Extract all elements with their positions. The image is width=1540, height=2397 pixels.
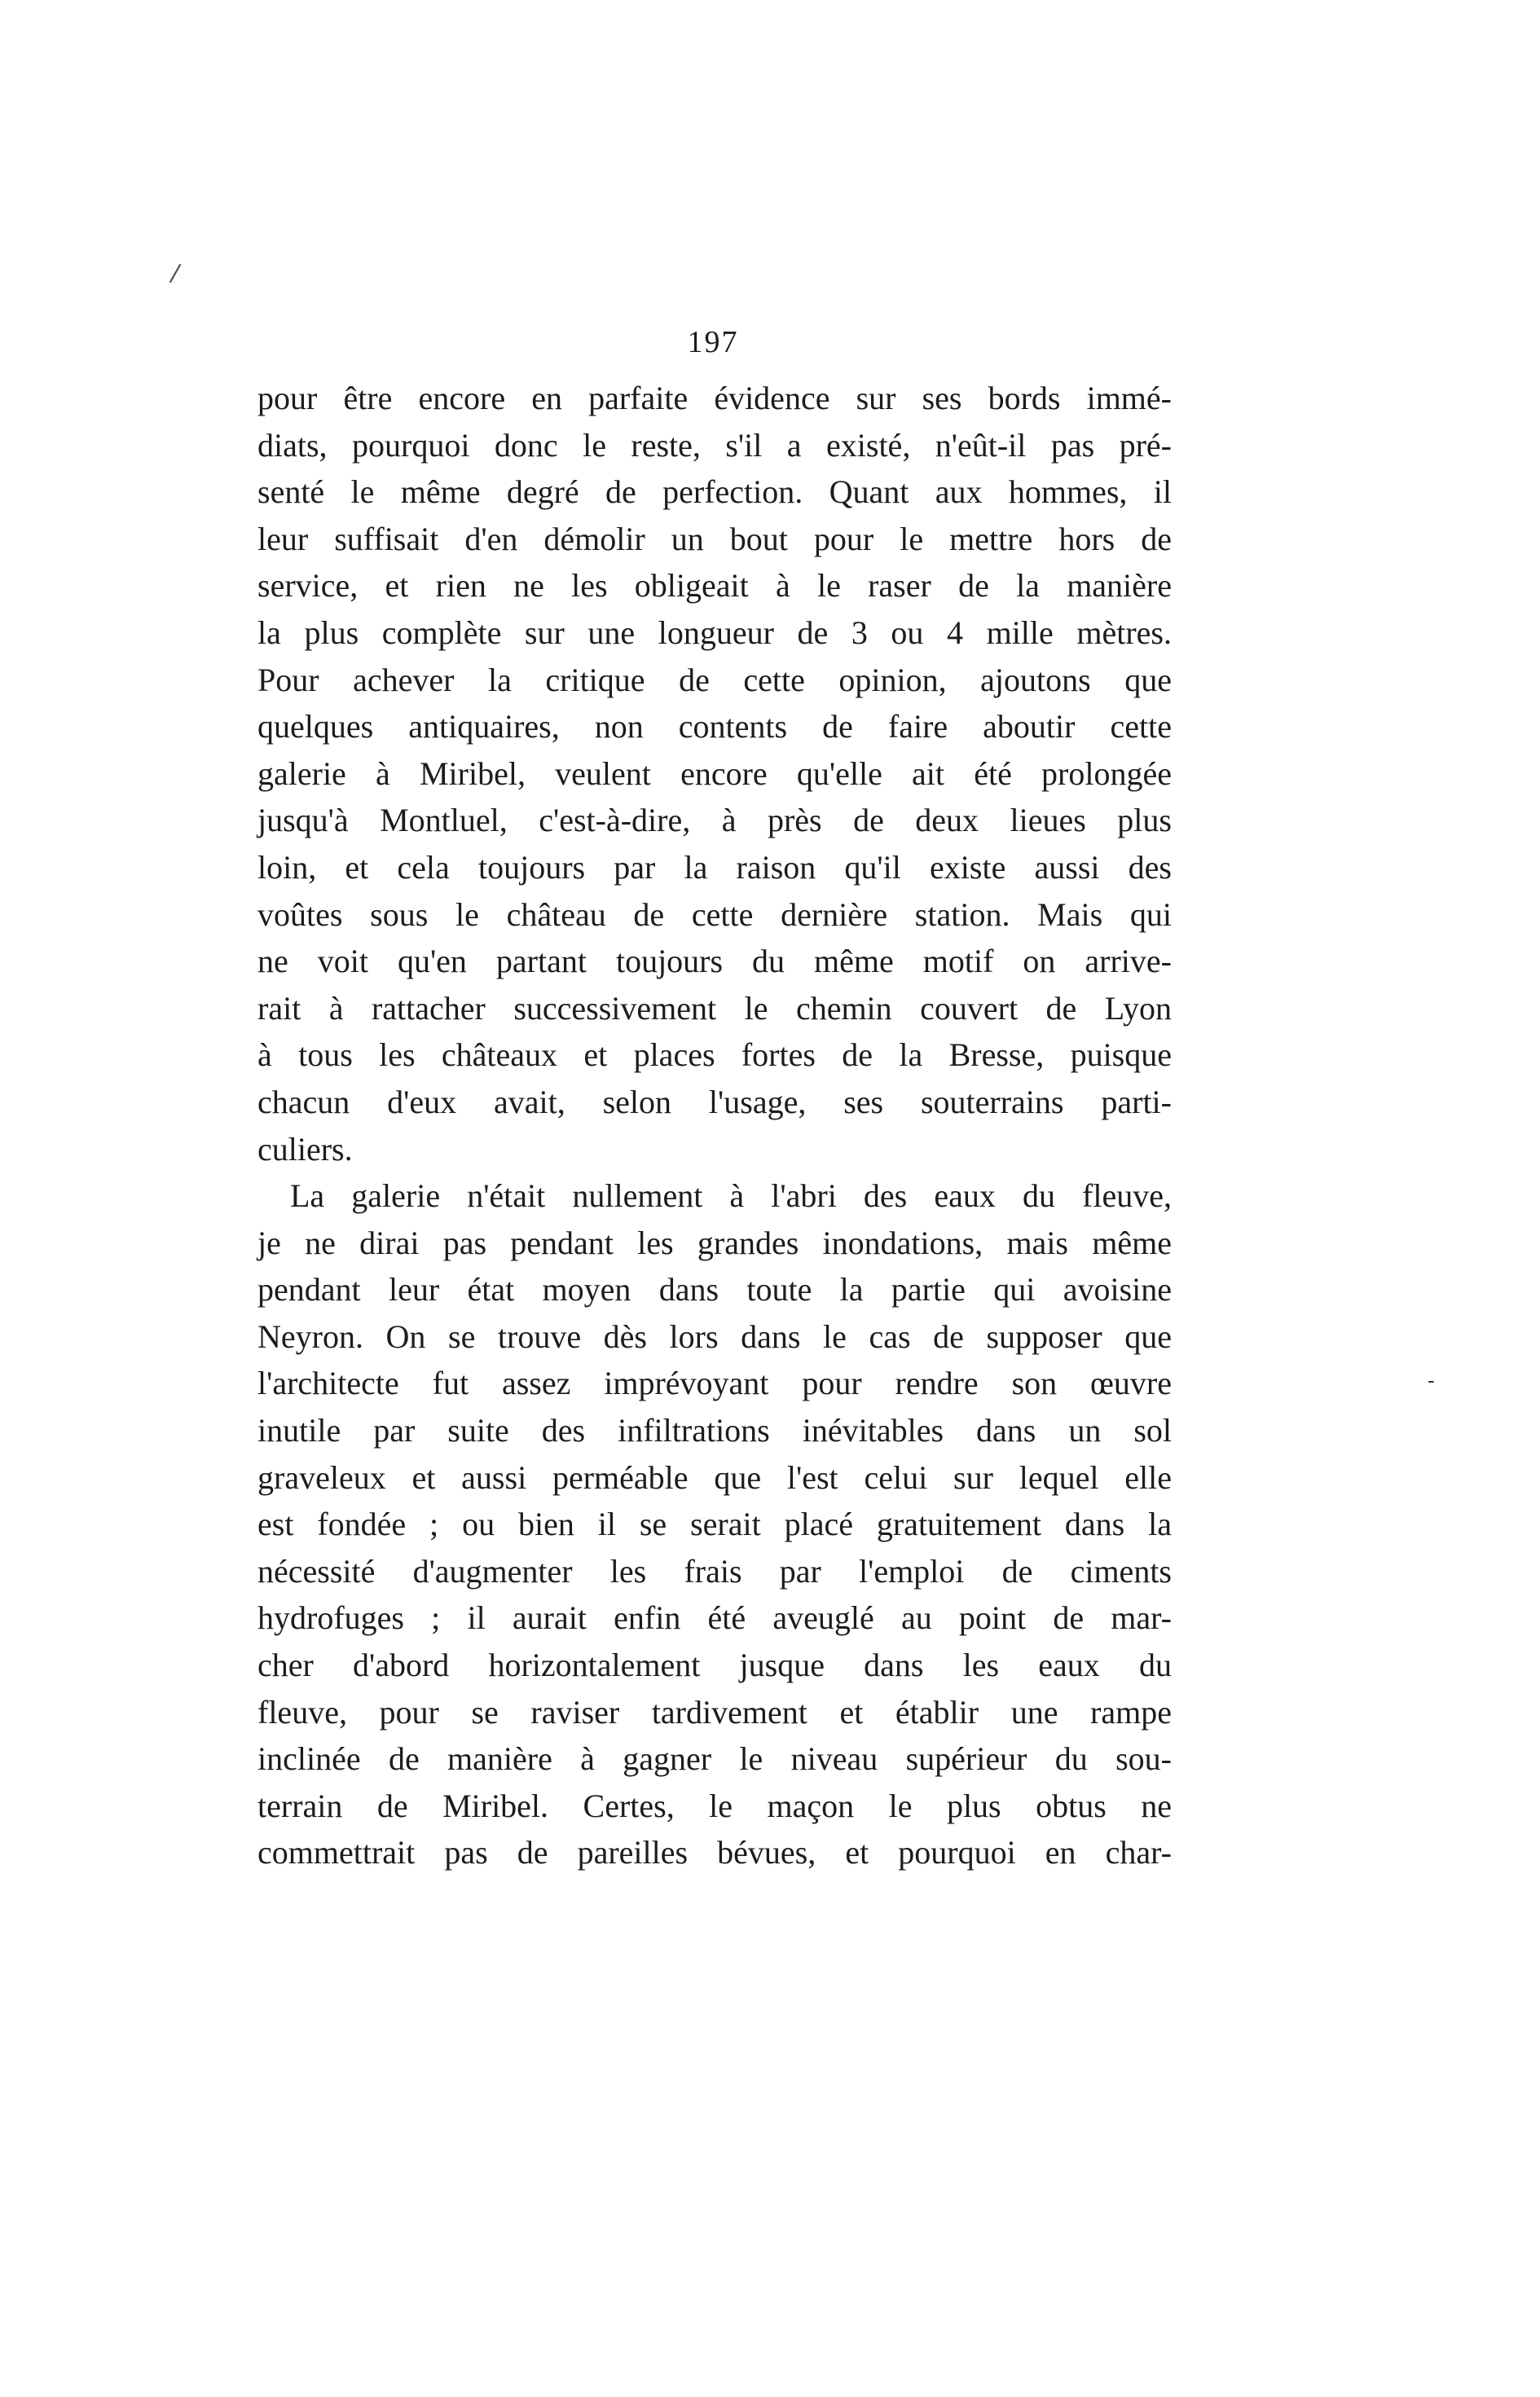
paragraph-end-line: culiers. bbox=[257, 1130, 353, 1168]
text-line: voûtes sous le château de cette dernière station. Mais qui bbox=[257, 895, 1172, 933]
text-line: service, et rien ne les obligeait à le raser de la manière bbox=[257, 567, 1172, 605]
stray-pen-mark: / bbox=[168, 258, 183, 288]
text-line: ne voit qu'en partant toujours du même motif on arrive- bbox=[257, 943, 1172, 980]
text-line: fleuve, pour se raviser tardivement et établir une rampe bbox=[257, 1693, 1172, 1731]
text-line: galerie à Miribel, veulent encore qu'elle ait été prolongée bbox=[257, 754, 1172, 792]
text-line: inclinée de manière à gagner le niveau supérieur du sou- bbox=[257, 1740, 1172, 1778]
text-line: inutile par suite des infiltrations inévitables dans un sol bbox=[257, 1412, 1172, 1449]
text-line: la plus complète sur une longueur de 3 ou 4 mille mètres. bbox=[257, 614, 1172, 651]
text-line: loin, et cela toujours par la raison qu'il existe aussi des bbox=[257, 848, 1172, 886]
margin-mark: - bbox=[1428, 1369, 1435, 1393]
text-line: cher d'abord horizontalement jusque dans les eaux du bbox=[257, 1647, 1172, 1684]
text-line: diats, pourquoi donc le reste, s'il a existé, n'eût-il pas pré- bbox=[257, 426, 1172, 464]
text-line: rait à rattacher successivement le chemin couvert de Lyon bbox=[257, 989, 1172, 1027]
text-line: senté le même degré de perfection. Quant aux hommes, il bbox=[257, 473, 1172, 511]
text-line: l'architecte fut assez imprévoyant pour rendre son œuvre bbox=[257, 1365, 1172, 1402]
text-line: quelques antiquaires, non contents de faire aboutir cette bbox=[257, 708, 1172, 745]
text-line: commettrait pas de pareilles bévues, et pourquoi en char- bbox=[257, 1834, 1172, 1871]
text-line: pour être encore en parfaite évidence sur ses bords immé- bbox=[257, 380, 1172, 416]
text-line: Neyron. On se trouve dès lors dans le cas de supposer que bbox=[257, 1317, 1172, 1355]
text-line: je ne dirai pas pendant les grandes inondations, mais même bbox=[257, 1224, 1172, 1261]
text-line: à tous les châteaux et places fortes de la Bresse, puisque bbox=[257, 1036, 1172, 1074]
paragraph-start-line: La galerie n'était nullement à l'abri des eaux du fleuve, bbox=[290, 1177, 1172, 1215]
text-line: terrain de Miribel. Certes, le maçon le plus obtus ne bbox=[257, 1787, 1172, 1824]
text-line: est fondée ; ou bien il se serait placé gratuitement dans la bbox=[257, 1506, 1172, 1543]
text-line: Pour achever la critique de cette opinion, ajoutons que bbox=[257, 661, 1172, 698]
body-text bbox=[257, 375, 1172, 1876]
page-number: 197 bbox=[687, 325, 739, 359]
text-line: hydrofuges ; il aurait enfin été aveuglé au point de mar- bbox=[257, 1599, 1172, 1637]
text-line: leur suffisait d'en démolir un bout pour le mettre hors de bbox=[257, 520, 1172, 557]
text-line: pendant leur état moyen dans toute la partie qui avoisine bbox=[257, 1271, 1172, 1308]
text-line: nécessité d'augmenter les frais par l'emploi de ciments bbox=[257, 1552, 1172, 1590]
text-line: graveleux et aussi perméable que l'est celui sur lequel elle bbox=[257, 1458, 1172, 1496]
text-line: chacun d'eux avait, selon l'usage, ses souterrains parti- bbox=[257, 1083, 1172, 1120]
text-line: jusqu'à Montluel, c'est-à-dire, à près de deux lieues plus bbox=[257, 802, 1172, 839]
